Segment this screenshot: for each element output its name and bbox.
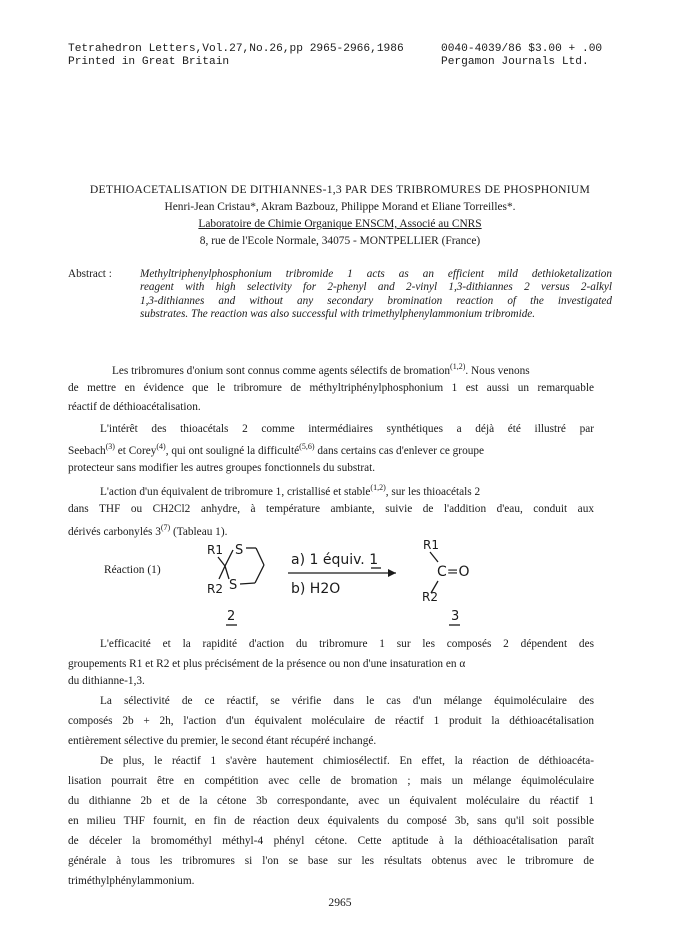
paragraph-4-line-2: groupements R1 et R2 et plus précisément de la présence ou non d'une insaturation en α xyxy=(68,658,466,670)
paragraph-1-line-2: de mettre en évidence que le tribromure de méthyltriphénylphosphonium 1 est aussi un remarquable xyxy=(68,382,594,394)
paragraph-2-line-3: protecteur sans modifier les autres groupes fonctionnels du substrat. xyxy=(68,462,376,474)
laboratory: Laboratoire de Chimie Organique ENSCM, Associé au CNRS xyxy=(198,218,482,230)
paragraph-1-line-3: réactif de déthioacétalisation. xyxy=(68,401,201,413)
abstract-line: Methyltriphenylphosphonium tribromide 1 acts as an efficient mild dethioketalization xyxy=(140,268,612,280)
paragraph-3-line-2: dans THF ou CH2Cl2 anhydre, à température ambiante, suivie de l'addition d'eau, conduit aux xyxy=(68,503,594,515)
paragraph-4-line-1: L'efficacité et la rapidité d'action du tribromure 1 sur les composés 2 dépendent des xyxy=(100,638,594,650)
product-r2-label: R2 xyxy=(422,590,438,604)
page-number: 2965 xyxy=(328,896,352,909)
paragraph-5-line-3: entièrement sélective du premier, le second étant récupéré inchangé. xyxy=(68,735,377,747)
paragraph-4-line-3: du dithianne-1,3. xyxy=(68,675,145,687)
abstract-line: 1,3-dithiannes and without any secondary bromination reaction of the investigated xyxy=(140,294,612,307)
publisher: Pergamon Journals Ltd. xyxy=(441,56,589,68)
paragraph-1-line-1: Les tribromures d'onium sont connus comme agents sélectifs de bromation$^{(1,2)}$. Nous venons xyxy=(112,362,530,377)
reaction-label: Réaction (1) xyxy=(104,564,161,576)
paragraph-6-line-5: de déceler la bromométhyl méthyl-4 phényl cétone. Cette aptitude à la déthioacétalisation paraît xyxy=(68,835,594,847)
paragraph-6-line-7: triméthylphénylammonium. xyxy=(68,875,195,887)
paragraph-6-line-4: en milieu THF fournit, en fin de réaction deux équivalents du composé 3b, sans qu'il soit possible xyxy=(68,815,594,827)
condition-a: a) 1 équiv. 1 xyxy=(291,552,379,568)
paragraph-2-line-1: L'intérêt des thioacétals 2 comme intermédiaires synthétiques a déjà été illustré par xyxy=(100,423,594,435)
paragraph-3-line-3: dérivés carbonylés 3$^{(7)}$ (Tableau 1). xyxy=(68,523,228,538)
arrow-head-icon xyxy=(388,569,396,577)
r1-label: R1 xyxy=(207,543,223,557)
compound-2-label: 2 xyxy=(227,609,236,624)
paragraph-5-line-1: La sélectivité de ce réactif, se vérifie dans le cas d'un mélange équimoléculaire des xyxy=(100,695,594,707)
abstract-label: Abstract : xyxy=(68,268,112,280)
paragraph-2-line-2: Seebach$^{(3)}$ et Corey$^{(4)}$, qui ont souligné la difficulté$^{(5,6)}$ dans certains cas d'enlever ce groupe xyxy=(68,442,485,457)
printed-in: Printed in Great Britain xyxy=(68,56,230,68)
paragraph-6-line-2: lisation pourrait être en compétition avec celle de bromation ; mais un mélange équimoléculaire xyxy=(68,775,594,787)
paragraph-3-line-1: L'action d'un équivalent de tribromure 1, cristallisé et stable$^{(1,2)}$, sur les thioacétals 2 xyxy=(100,483,481,498)
address: 8, rue de l'Ecole Normale, 34075 - MONTPELLIER (France) xyxy=(199,235,481,247)
condition-b: b) H2O xyxy=(291,581,341,597)
abstract-line: substrates. The reaction was also successful with trimethylphenylammonium tribromide. xyxy=(140,307,536,320)
paragraph-6-line-6: générale à tous les tribromures si l'on se base sur les résultats obtenus avec le tribromure de xyxy=(68,855,594,867)
sulfur-atom: S xyxy=(235,543,244,558)
authors: Henri-Jean Cristau*, Akram Bazbouz, Philippe Morand et Eliane Torreilles*. xyxy=(164,201,516,213)
paragraph-6-line-1: De plus, le réactif 1 s'avère hautement chimiosélectif. En effet, la réaction de déthioacéta- xyxy=(100,755,594,767)
article-title: DETHIOACETALISATION DE DITHIANNES-1,3 PAR DES TRIBROMURES DE PHOSPHONIUM xyxy=(89,183,591,196)
r2-label: R2 xyxy=(207,582,223,596)
paragraph-6-line-3: du dithianne 2b et de la cétone 3b correspondante, avec un équivalent moléculaire du réactif 1 xyxy=(68,795,594,807)
abstract-line: reagent with high selectivity for 2-phenyl and 2-vinyl 1,3-dithiannes 2 versus 2-alkyl xyxy=(140,281,612,294)
carbonyl-label: C=O xyxy=(437,564,470,580)
journal-code: 0040-4039/86 $3.00 + .00 xyxy=(441,43,603,55)
product-r1-label: R1 xyxy=(423,538,439,552)
compound-3-label: 3 xyxy=(451,609,460,624)
paragraph-5-line-2: composés 2b + 2h, l'action d'un équivalent moléculaire de réactif 1 produit la déthioacétalisation xyxy=(68,715,594,727)
abstract-text xyxy=(140,268,612,321)
reaction-scheme xyxy=(185,535,475,630)
journal-citation: Tetrahedron Letters,Vol.27,No.26,pp 2965-2966,1986 xyxy=(68,43,404,55)
sulfur-atom: S xyxy=(229,578,238,593)
